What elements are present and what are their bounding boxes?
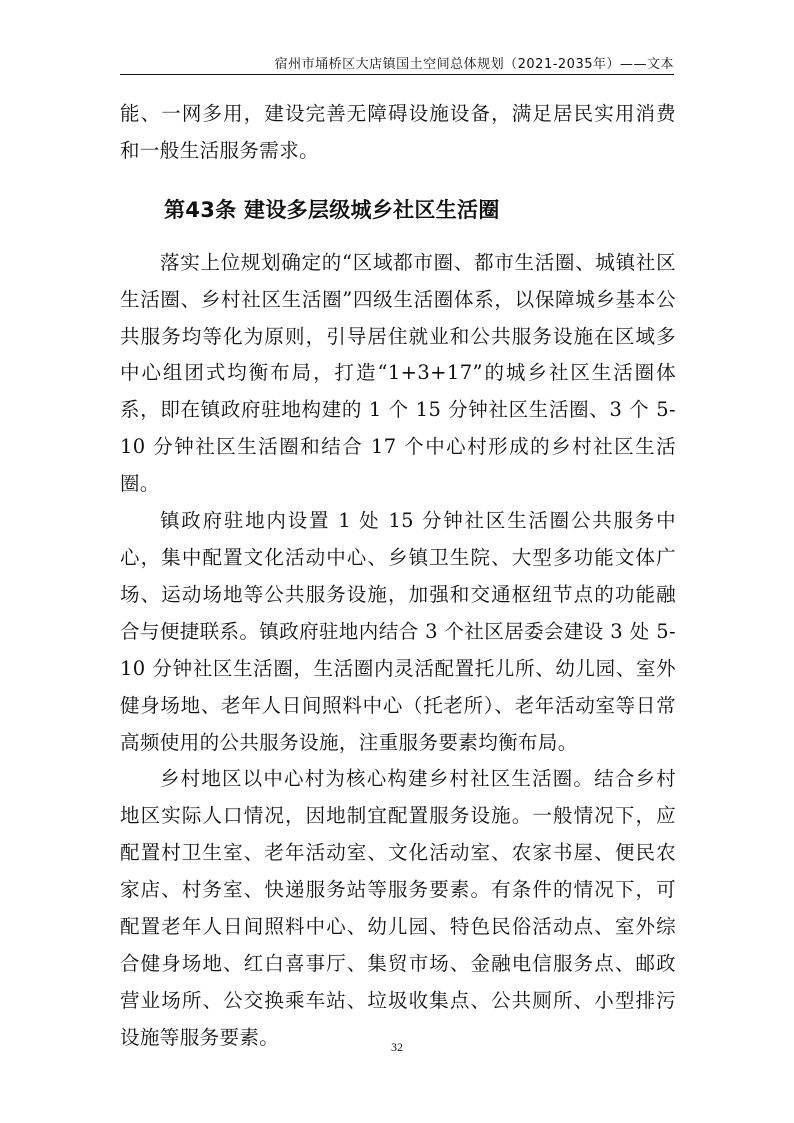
paragraph-2: 镇政府驻地内设置 1 处 15 分钟社区生活圈公共服务中心，集中配置文化活动中心、乡镇卫生院、大型多功能文体广场、运动场地等公共服务设施，加强和交通枢纽节点的功能融合与便捷联系。镇政府驻地内结合 3 个社区居委会建设 3 处 5-10 分钟社区生活圈，生活圈内灵活配置托儿所、幼儿园、室外健身场地、老年人日间照料中心（托老所）、老年活动室等日常高频使用的公共服务设施，注重服务要素均衡布局。: [120, 509, 677, 754]
paragraph-3: 乡村地区以中心村为核心构建乡村社区生活圈。结合乡村地区实际人口情况，因地制宜配置服务设施。一般情况下，应配置村卫生室、老年活动室、文化活动室、农家书屋、便民农家店、村务室、快递服务站等服务要素。有条件的情况下，可配置老年人日间照料中心、幼儿园、特色民俗活动点、室外综合健身场地、红白喜事厅、集贸市场、金融电信服务点、邮政营业场所、公交换乘车站、垃圾收集点、公共厕所、小型排污设施等服务要素。: [120, 767, 676, 1049]
header-rule: [120, 74, 674, 75]
section-title: 第43条 建设多层级城乡社区生活圈: [164, 197, 500, 222]
page-number: 32: [391, 1040, 403, 1054]
continued-paragraph: 能、一网多用，建设完善无障碍设施设备，满足居民实用消费和一般生活服务需求。: [120, 102, 676, 162]
page-content: [120, 96, 676, 1057]
paragraph-1: 落实上位规划确定的“区域都市圈、都市生活圈、城镇社区生活圈、乡村社区生活圈”四级生活圈体系，以保障城乡基本公共服务均等化为原则，引导居住就业和公共服务设施在区域多中心组团式均衡布局，打造“1+3+17”的城乡社区生活圈体系，即在镇政府驻地构建的 1 个 15 分钟社区生活圈、3 个 5-10 分钟社区生活圈和结合 17 个中心村形成的乡村社区生活圈。: [120, 250, 676, 496]
running-header: 宿州市埇桥区大店镇国土空间总体规划（2021-2035年）——文本: [274, 57, 674, 72]
